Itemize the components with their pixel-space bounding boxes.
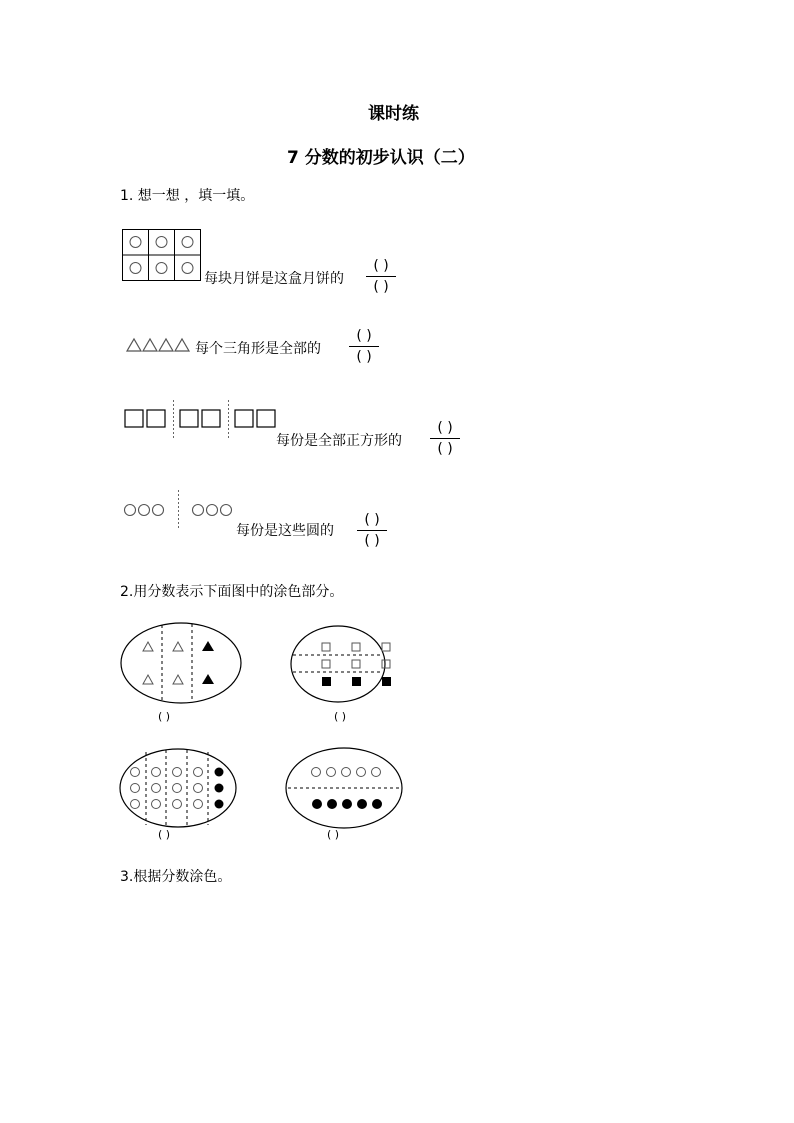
fraction-denominator[interactable]: ( ) [437, 441, 453, 457]
question-2-heading: 2.用分数表示下面图中的涂色部分。 [120, 584, 344, 600]
fraction-denominator[interactable]: ( ) [373, 279, 389, 295]
q1-item2-text: 每个三角形是全部的 [195, 341, 321, 357]
question-3-heading: 3.根据分数涂色。 [120, 869, 232, 885]
answer-parentheses[interactable]: ( ) [158, 710, 171, 723]
fraction-numerator[interactable]: ( ) [437, 420, 453, 436]
answer-parentheses[interactable]: ( ) [327, 828, 340, 841]
q1-item1-text: 每块月饼是这盒月饼的 [204, 271, 344, 287]
fraction-denominator[interactable]: ( ) [364, 533, 380, 549]
worksheet-title: 课时练 [368, 104, 419, 124]
filled-circle-icon [312, 799, 382, 809]
fraction-denominator[interactable]: ( ) [356, 349, 372, 365]
q1-item4-text: 每份是这些圆的 [236, 523, 334, 539]
answer-parentheses[interactable]: ( ) [158, 828, 171, 841]
fraction-numerator[interactable]: ( ) [356, 328, 372, 344]
fraction-numerator[interactable]: ( ) [364, 512, 380, 528]
lesson-title: 7 分数的初步认识（二） [287, 148, 475, 168]
answer-parentheses[interactable]: ( ) [334, 710, 347, 723]
q1-item3-text: 每份是全部正方形的 [276, 433, 402, 449]
question-1-heading: 1. 想一想 ，填一填。 [120, 188, 255, 204]
circle-icon [312, 768, 381, 777]
fraction-numerator[interactable]: ( ) [373, 258, 389, 274]
